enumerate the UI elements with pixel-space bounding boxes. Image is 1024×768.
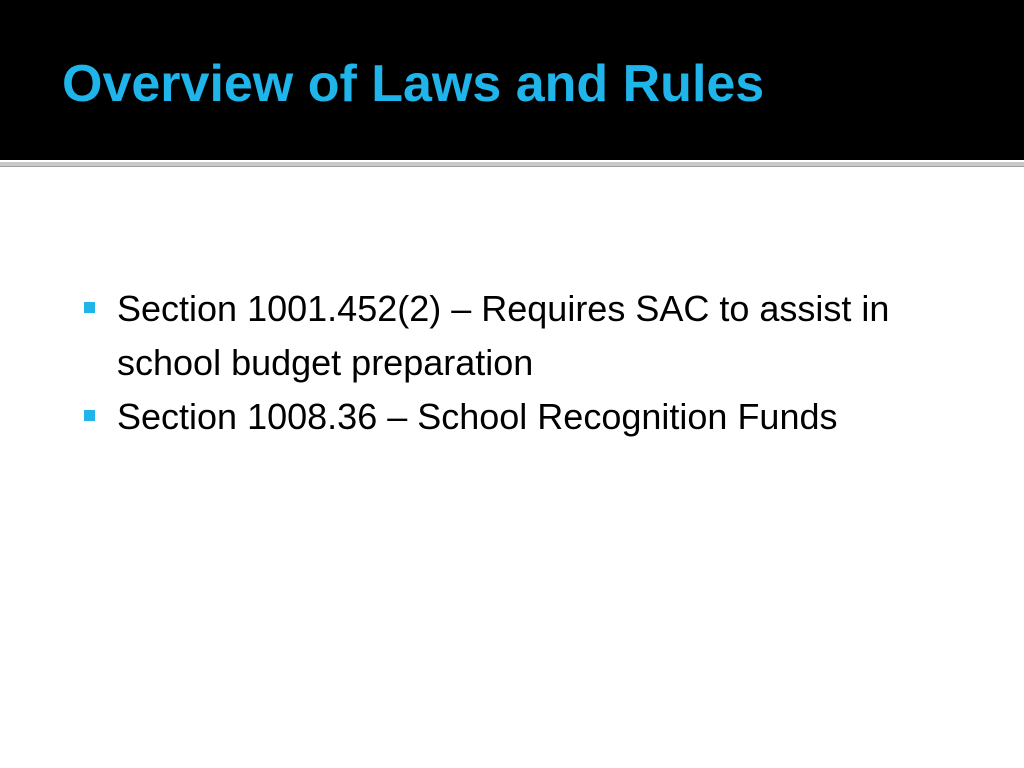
title-divider	[0, 162, 1024, 167]
title-bar	[0, 0, 1024, 160]
slide-title: Overview of Laws and Rules	[62, 55, 765, 113]
bullet-item	[84, 282, 964, 390]
bullet-text: Section 1001.452(2) – Requires SAC to assist in school budget preparation	[117, 288, 890, 383]
bullet-text: Section 1008.36 – School Recognition Funds	[117, 396, 838, 437]
square-bullet-icon	[84, 302, 95, 313]
square-bullet-icon	[84, 410, 95, 421]
bullet-item	[84, 390, 964, 444]
bullet-list	[84, 282, 964, 444]
